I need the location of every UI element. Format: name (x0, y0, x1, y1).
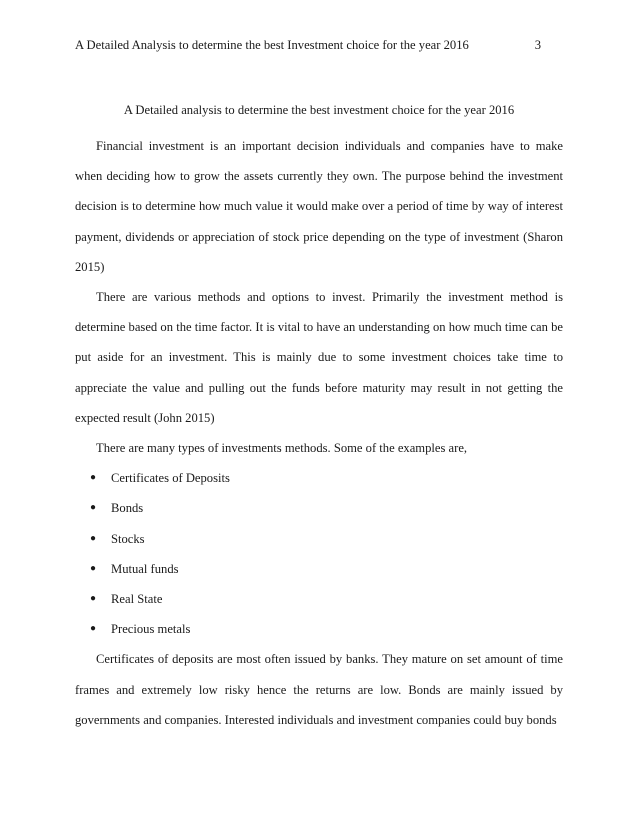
list-item (75, 463, 563, 493)
list-item-label: Bonds (111, 501, 144, 516)
list-item (75, 493, 563, 523)
document-title: A Detailed analysis to determine the best investment choice for the year 2016 (123, 103, 515, 117)
list-item-label: Precious metals (111, 622, 191, 637)
bullet-icon: ● (90, 532, 97, 544)
investment-types-list (75, 463, 563, 644)
list-item-label: Certificates of Deposits (111, 471, 230, 486)
list-item (75, 524, 563, 554)
bullet-icon: ● (90, 593, 97, 605)
list-item (75, 554, 563, 584)
bullet-icon: ● (90, 502, 97, 514)
list-item-label: Real State (111, 592, 163, 607)
document-body (75, 131, 563, 735)
paragraph-certificates: Certificates of deposits are most often issued by banks. They mature on set amount of time frames and extremely low risky hence the returns are low. Bonds are mainly issued by governments and companies. Interested individuals and investment companies could buy bonds (75, 652, 563, 727)
list-item-label: Stocks (111, 531, 145, 546)
paragraph-methods: There are various methods and options to invest. Primarily the investment method is determine based on the time factor. It is vital to have an understanding on how much time can be put aside for an investment. This is mainly due to some investment choices take time to appreciate the value and pulling out the funds before maturity may result in not getting the expected result (John 2015) (75, 290, 563, 425)
list-item-label: Mutual funds (111, 561, 179, 576)
running-header-title: A Detailed Analysis to determine the best Investment choice for the year 2016 (75, 38, 469, 52)
list-item (75, 584, 563, 614)
bullet-icon: ● (90, 472, 97, 484)
paragraph-types-intro: There are many types of investments methods. Some of the examples are, (96, 441, 468, 456)
list-item (75, 614, 563, 644)
bullet-icon: ● (90, 623, 97, 635)
page-number: 3 (534, 38, 541, 52)
paragraph-intro: Financial investment is an important decision individuals and companies have to make when deciding how to grow the assets currently they own. The purpose behind the investment decision is to determine how much value it would make over a period of time by way of interest payment, dividends or appreciation of stock price depending on the type of investment (Sharon 2015) (75, 139, 563, 274)
bullet-icon: ● (90, 562, 97, 574)
